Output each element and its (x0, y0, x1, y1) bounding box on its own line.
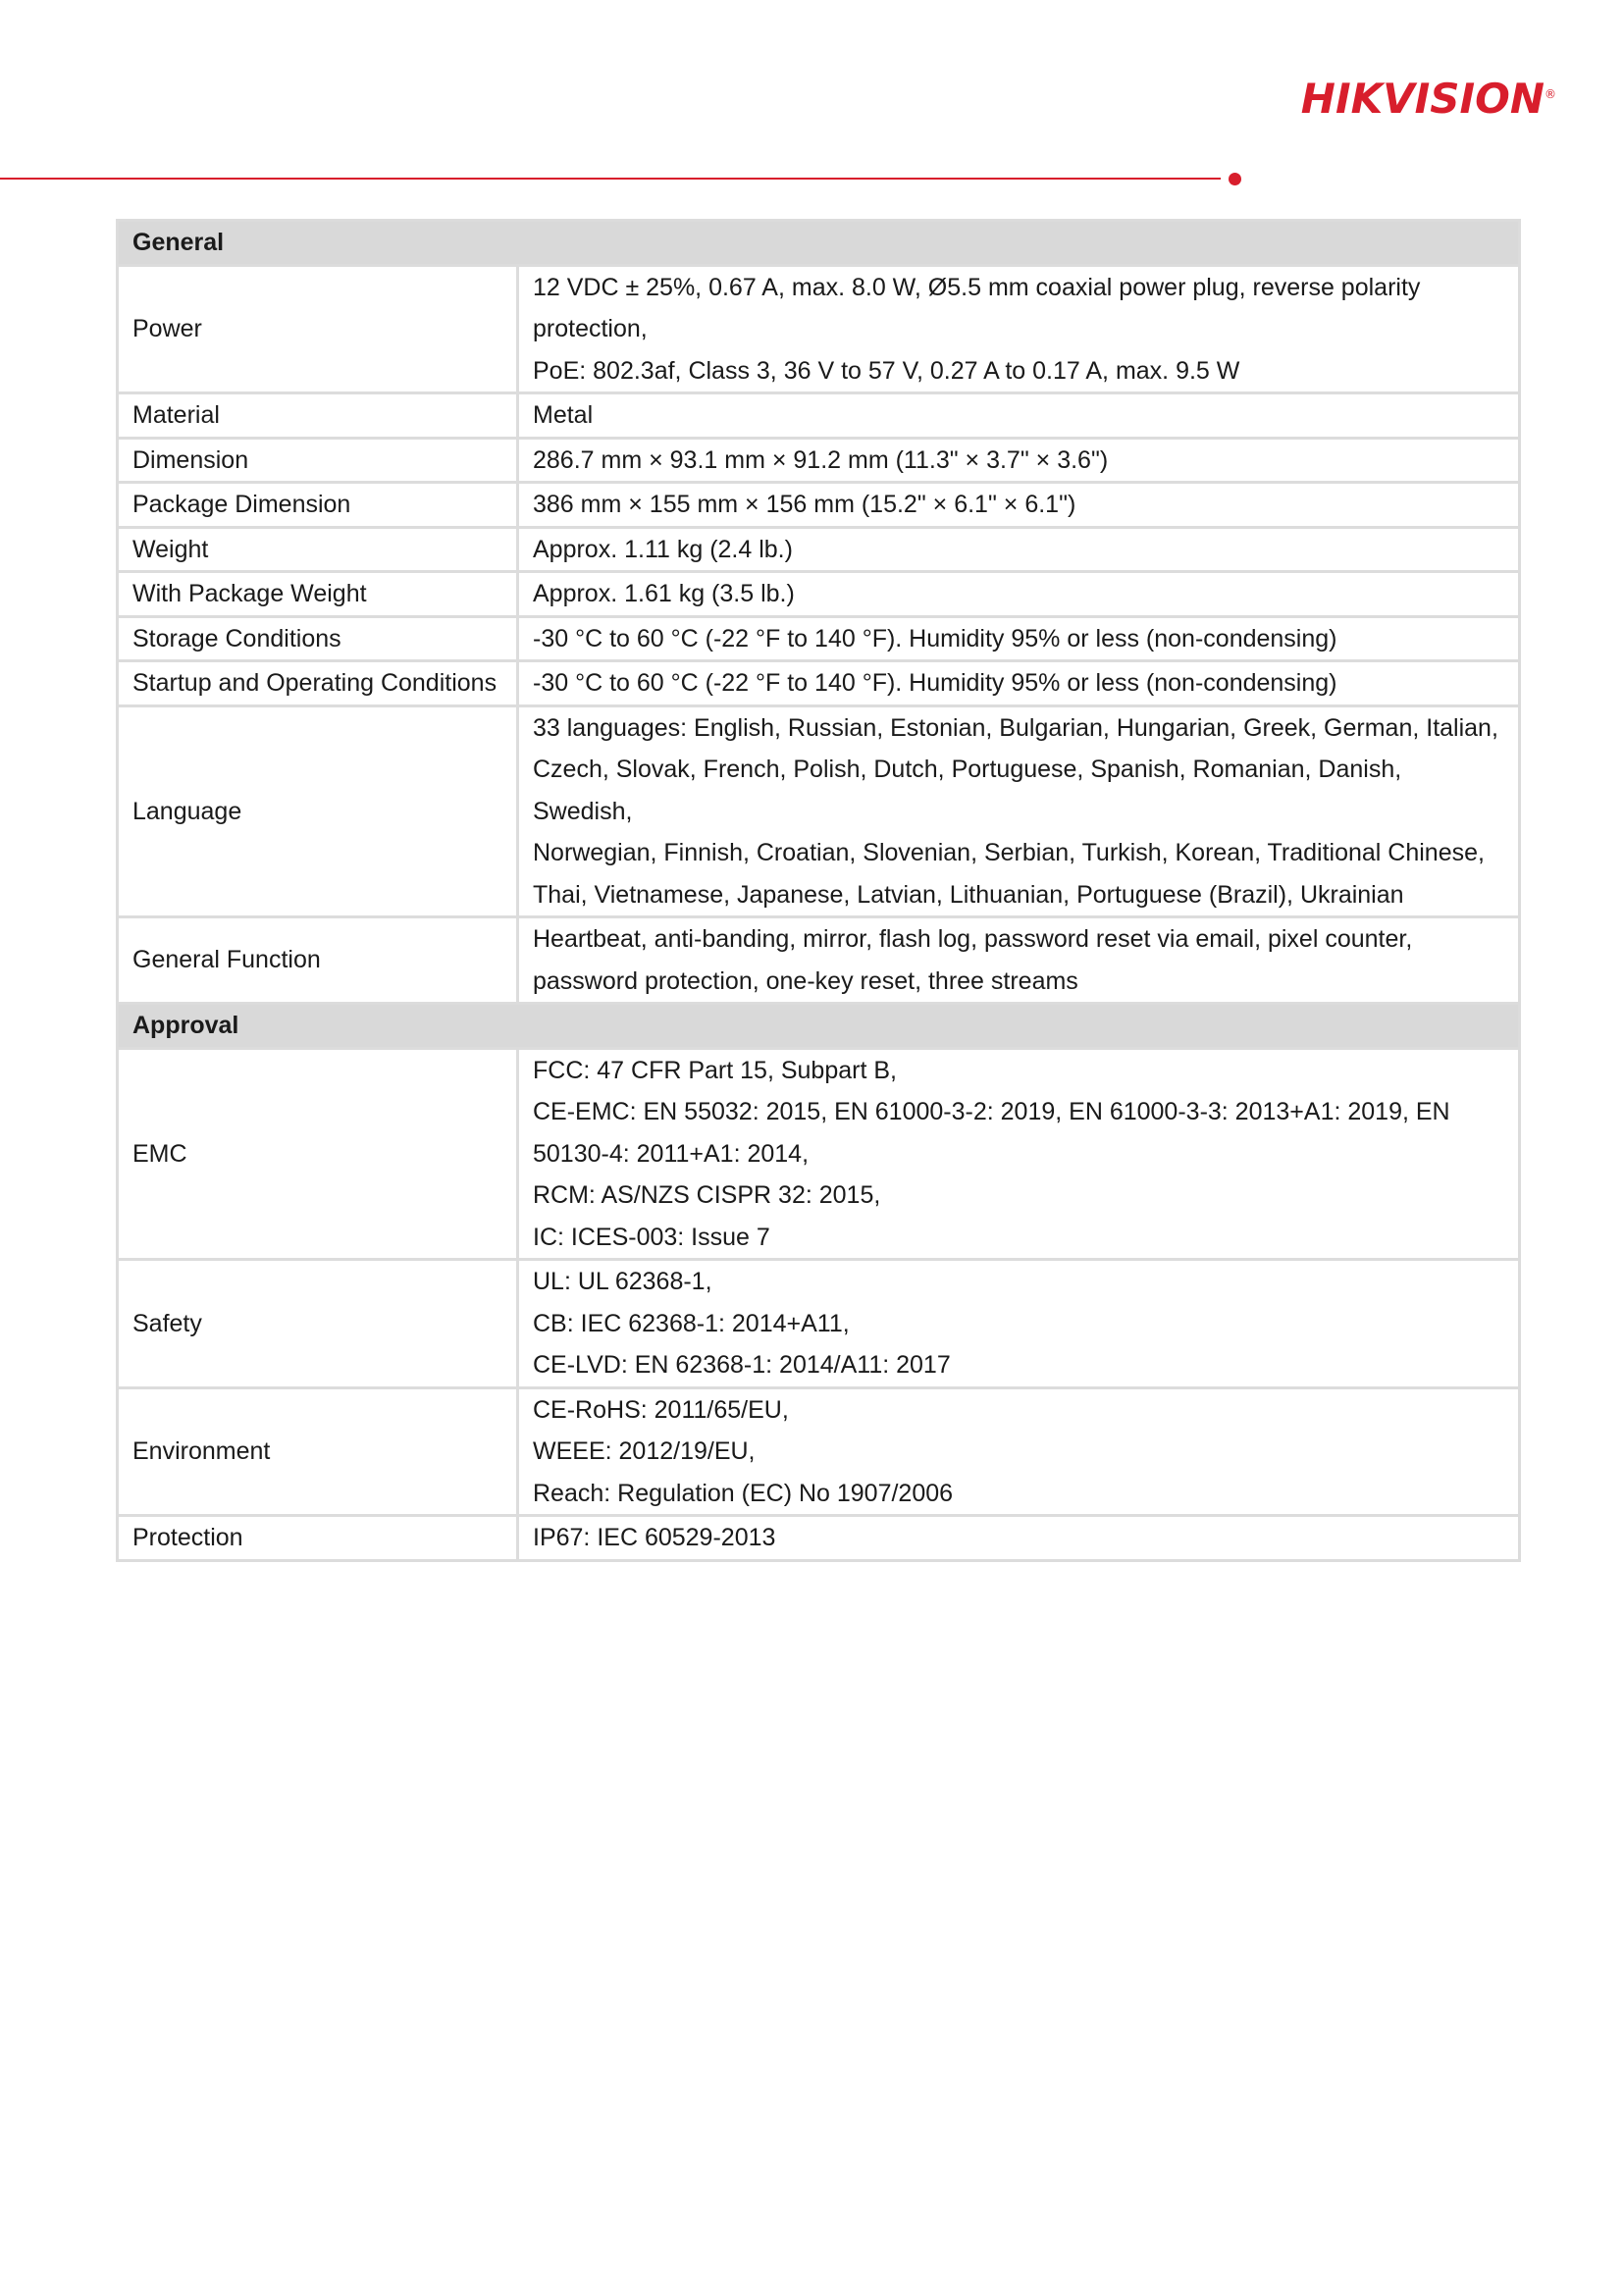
spec-row (118, 1260, 1520, 1388)
spec-value (518, 661, 1520, 706)
spec-value-line: Heartbeat, anti-banding, mirror, flash log, password reset via email, pixel counter, (533, 925, 1413, 953)
spec-value-line: 50130-4: 2011+A1: 2014, (533, 1139, 810, 1168)
spec-value (518, 1048, 1520, 1260)
spec-value (518, 917, 1520, 1004)
spec-value-line: 33 languages: English, Russian, Estonian, Bulgarian, Hungarian, Greek, German, Italian, (533, 713, 1498, 742)
spec-value-line: CE-EMC: EN 55032: 2015, EN 61000-3-2: 2019, EN 61000-3-3: 2013+A1: 2019, EN (533, 1098, 1450, 1125)
spec-label: Safety (118, 1260, 518, 1388)
spec-row (118, 438, 1520, 483)
spec-row (118, 483, 1520, 528)
spec-value (518, 483, 1520, 528)
spec-value-line: Metal (533, 401, 594, 429)
header-rule (0, 178, 1221, 180)
spec-row (118, 661, 1520, 706)
spec-value-line: FCC: 47 CFR Part 15, Subpart B, (533, 1056, 897, 1084)
spec-value-line: UL: UL 62368-1, (533, 1268, 712, 1295)
spec-row (118, 616, 1520, 661)
spec-row (118, 705, 1520, 917)
spec-value-line: PoE: 802.3af, Class 3, 36 V to 57 V, 0.27 A to 0.17 A, max. 9.5 W (533, 356, 1240, 385)
spec-label: Weight (118, 527, 518, 572)
spec-label: With Package Weight (118, 572, 518, 617)
spec-row (118, 572, 1520, 617)
spec-label: Dimension (118, 438, 518, 483)
spec-label: Power (118, 265, 518, 393)
spec-value (518, 1516, 1520, 1561)
spec-value-line: 386 mm × 155 mm × 156 mm (15.2" × 6.1" × 6.1") (533, 491, 1076, 518)
spec-value-line: Reach: Regulation (EC) No 1907/2006 (533, 1479, 954, 1507)
spec-value-line: -30 °C to 60 °C (-22 °F to 140 °F). Humidity 95% or less (non-condensing) (533, 669, 1337, 697)
section-title: General (118, 221, 1520, 266)
spec-label: Language (118, 705, 518, 917)
spec-value-line: Approx. 1.61 kg (3.5 lb.) (533, 580, 795, 607)
spec-value (518, 1260, 1520, 1388)
spec-value-line: CE-LVD: EN 62368-1: 2014/A11: 2017 (533, 1351, 951, 1379)
spec-row (118, 1048, 1520, 1260)
spec-value-line: password protection, one-key reset, three streams (533, 966, 1078, 995)
spec-value-line: Approx. 1.11 kg (2.4 lb.) (533, 535, 793, 563)
logo-registered-mark: ® (1544, 87, 1556, 101)
spec-table (116, 219, 1521, 1562)
spec-value (518, 265, 1520, 393)
spec-label: EMC (118, 1048, 518, 1260)
spec-value-line: IC: ICES-003: Issue 7 (533, 1223, 770, 1251)
spec-value-line: Thai, Vietnamese, Japanese, Latvian, Lithuanian, Portuguese (Brazil), Ukrainian (533, 880, 1404, 909)
section-header (118, 221, 1520, 266)
logo-text-hik: HIK (1300, 75, 1384, 123)
section-title: Approval (118, 1004, 1520, 1049)
spec-label: Storage Conditions (118, 616, 518, 661)
spec-value-line: protection, (533, 315, 648, 342)
spec-value-line: CB: IEC 62368-1: 2014+A11, (533, 1309, 850, 1337)
header-rule-dot (1229, 173, 1241, 185)
hikvision-logo (1301, 67, 1556, 122)
spec-label: Material (118, 393, 518, 439)
spec-label: Startup and Operating Conditions (118, 661, 518, 706)
spec-row (118, 1516, 1520, 1561)
spec-value (518, 393, 1520, 439)
spec-value-line: RCM: AS/NZS CISPR 32: 2015, (533, 1181, 881, 1209)
spec-label: Environment (118, 1387, 518, 1516)
spec-value-line: Czech, Slovak, French, Polish, Dutch, Portuguese, Spanish, Romanian, Danish, Swedish, (533, 756, 1402, 825)
spec-label: Package Dimension (118, 483, 518, 528)
spec-value-line: 12 VDC ± 25%, 0.67 A, max. 8.0 W, Ø5.5 mm coaxial power plug, reverse polarity (533, 273, 1421, 301)
spec-row (118, 265, 1520, 393)
spec-row (118, 1387, 1520, 1516)
spec-value-line: Norwegian, Finnish, Croatian, Slovenian, Serbian, Turkish, Korean, Traditional Chinese, (533, 839, 1485, 866)
spec-row (118, 917, 1520, 1004)
spec-label: Protection (118, 1516, 518, 1561)
spec-table-body (118, 221, 1520, 1561)
spec-value-line: WEEE: 2012/19/EU, (533, 1437, 756, 1465)
spec-label: General Function (118, 917, 518, 1004)
spec-value (518, 1387, 1520, 1516)
spec-row (118, 393, 1520, 439)
spec-value (518, 438, 1520, 483)
spec-value (518, 527, 1520, 572)
spec-value-line: 286.7 mm × 93.1 mm × 91.2 mm (11.3" × 3.7" × 3.6") (533, 445, 1109, 474)
spec-value-line: -30 °C to 60 °C (-22 °F to 140 °F). Humidity 95% or less (non-condensing) (533, 624, 1337, 652)
spec-row (118, 527, 1520, 572)
spec-value (518, 705, 1520, 917)
spec-value (518, 572, 1520, 617)
section-header (118, 1004, 1520, 1049)
spec-value-line: IP67: IEC 60529-2013 (533, 1524, 776, 1551)
logo-text-vision: VISION (1383, 75, 1544, 123)
spec-value-line: CE-RoHS: 2011/65/EU, (533, 1395, 789, 1424)
spec-value (518, 616, 1520, 661)
